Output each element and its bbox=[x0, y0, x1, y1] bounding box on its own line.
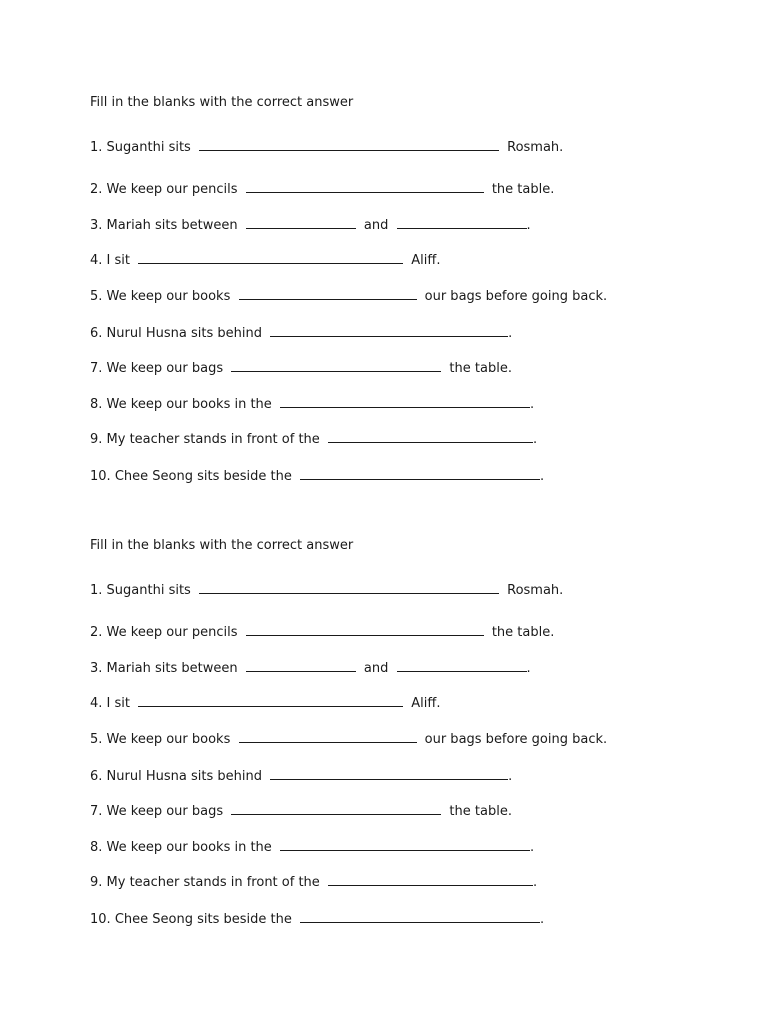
question-text: We keep our bags bbox=[106, 804, 224, 819]
answer-blank[interactable] bbox=[328, 872, 533, 886]
answer-blank[interactable] bbox=[246, 658, 356, 672]
question-line bbox=[90, 215, 531, 235]
question-text: We keep our books in the bbox=[106, 840, 272, 855]
answer-blank[interactable] bbox=[270, 323, 508, 337]
worksheet-title: Fill in the blanks with the correct answer bbox=[90, 538, 354, 553]
question-text: We keep our books bbox=[106, 732, 231, 747]
question-number: 7. bbox=[90, 804, 103, 819]
question-text: Mariah sits between bbox=[106, 218, 238, 233]
question-text: My teacher stands in front of the bbox=[106, 875, 320, 890]
question-text: Suganthi sits bbox=[106, 583, 191, 598]
answer-blank[interactable] bbox=[280, 394, 530, 408]
question-number: 6. bbox=[90, 326, 103, 341]
question-line bbox=[90, 466, 544, 486]
question-line bbox=[90, 179, 554, 199]
worksheet bbox=[90, 94, 730, 484]
question-text: . bbox=[539, 469, 545, 484]
question-text: . bbox=[508, 326, 513, 341]
question-text: Chee Seong sits beside the bbox=[114, 912, 292, 927]
answer-blank[interactable] bbox=[138, 693, 403, 707]
question-line bbox=[90, 323, 512, 343]
question-line bbox=[90, 429, 537, 449]
question-text: We keep our books bbox=[106, 289, 231, 304]
question-line bbox=[90, 358, 512, 378]
question-number: 5. bbox=[90, 289, 103, 304]
question-number: 9. bbox=[90, 875, 103, 890]
question-text: Nurul Husna sits behind bbox=[106, 326, 262, 341]
answer-blank[interactable] bbox=[300, 909, 540, 923]
question-number: 5. bbox=[90, 732, 103, 747]
question-text: Nurul Husna sits behind bbox=[106, 769, 262, 784]
question-line bbox=[90, 729, 607, 749]
question-text: the table. bbox=[449, 361, 512, 376]
question-text: . bbox=[508, 769, 513, 784]
answer-blank[interactable] bbox=[246, 215, 356, 229]
question-text: the table. bbox=[449, 804, 512, 819]
question-text: Aliff. bbox=[411, 253, 441, 268]
question-number: 3. bbox=[90, 661, 103, 676]
question-number: 7. bbox=[90, 361, 103, 376]
question-number: 3. bbox=[90, 218, 103, 233]
question-text: Rosmah. bbox=[507, 140, 564, 155]
question-number: 10. bbox=[90, 912, 111, 927]
question-text: the table. bbox=[491, 625, 555, 640]
question-text: our bags before going back. bbox=[424, 289, 608, 304]
answer-blank[interactable] bbox=[231, 801, 441, 815]
question-text: We keep our pencils bbox=[106, 625, 238, 640]
question-number: 8. bbox=[90, 840, 103, 855]
question-text: Chee Seong sits beside the bbox=[114, 469, 292, 484]
question-line bbox=[90, 801, 512, 821]
question-line bbox=[90, 872, 537, 892]
answer-blank[interactable] bbox=[138, 250, 403, 264]
question-text: . bbox=[526, 218, 531, 233]
question-text: . bbox=[539, 912, 545, 927]
worksheet bbox=[90, 537, 730, 927]
answer-blank[interactable] bbox=[199, 137, 499, 151]
question-number: 10. bbox=[90, 469, 111, 484]
question-text: I sit bbox=[106, 696, 130, 711]
answer-blank[interactable] bbox=[328, 429, 533, 443]
question-text: Suganthi sits bbox=[106, 140, 191, 155]
answer-blank[interactable] bbox=[280, 837, 530, 851]
question-number: 4. bbox=[90, 696, 103, 711]
question-text: and bbox=[363, 218, 389, 233]
question-text: My teacher stands in front of the bbox=[106, 432, 320, 447]
question-text: . bbox=[529, 840, 535, 855]
question-line bbox=[90, 766, 512, 786]
question-number: 9. bbox=[90, 432, 103, 447]
question-text: . bbox=[529, 397, 535, 412]
question-line bbox=[90, 909, 544, 929]
question-text: We keep our pencils bbox=[106, 182, 238, 197]
question-text: Mariah sits between bbox=[106, 661, 238, 676]
question-line bbox=[90, 693, 441, 713]
question-line bbox=[90, 137, 563, 157]
question-text: . bbox=[526, 661, 531, 676]
question-text: Rosmah. bbox=[507, 583, 564, 598]
answer-blank[interactable] bbox=[239, 286, 417, 300]
answer-blank[interactable] bbox=[239, 729, 417, 743]
question-number: 2. bbox=[90, 182, 103, 197]
answer-blank[interactable] bbox=[246, 622, 484, 636]
question-number: 6. bbox=[90, 769, 103, 784]
question-text: and bbox=[363, 661, 389, 676]
question-line bbox=[90, 286, 607, 306]
answer-blank[interactable] bbox=[300, 466, 540, 480]
question-number: 2. bbox=[90, 625, 103, 640]
answer-blank[interactable] bbox=[199, 580, 499, 594]
question-text: Aliff. bbox=[411, 696, 441, 711]
answer-blank[interactable] bbox=[270, 766, 508, 780]
question-line bbox=[90, 250, 441, 270]
question-text: . bbox=[532, 432, 538, 447]
worksheet-title: Fill in the blanks with the correct answer bbox=[90, 95, 354, 110]
question-line bbox=[90, 622, 554, 642]
question-text: I sit bbox=[106, 253, 130, 268]
question-line bbox=[90, 837, 534, 857]
question-line bbox=[90, 658, 531, 678]
answer-blank[interactable] bbox=[397, 658, 527, 672]
question-number: 1. bbox=[90, 140, 103, 155]
question-number: 4. bbox=[90, 253, 103, 268]
question-line bbox=[90, 394, 534, 414]
question-text: We keep our books in the bbox=[106, 397, 272, 412]
question-text: . bbox=[532, 875, 538, 890]
answer-blank[interactable] bbox=[231, 358, 441, 372]
question-text: We keep our bags bbox=[106, 361, 224, 376]
question-text: the table. bbox=[491, 182, 555, 197]
answer-blank[interactable] bbox=[246, 179, 484, 193]
question-line bbox=[90, 580, 563, 600]
question-text: our bags before going back. bbox=[424, 732, 608, 747]
question-number: 1. bbox=[90, 583, 103, 598]
question-number: 8. bbox=[90, 397, 103, 412]
answer-blank[interactable] bbox=[397, 215, 527, 229]
